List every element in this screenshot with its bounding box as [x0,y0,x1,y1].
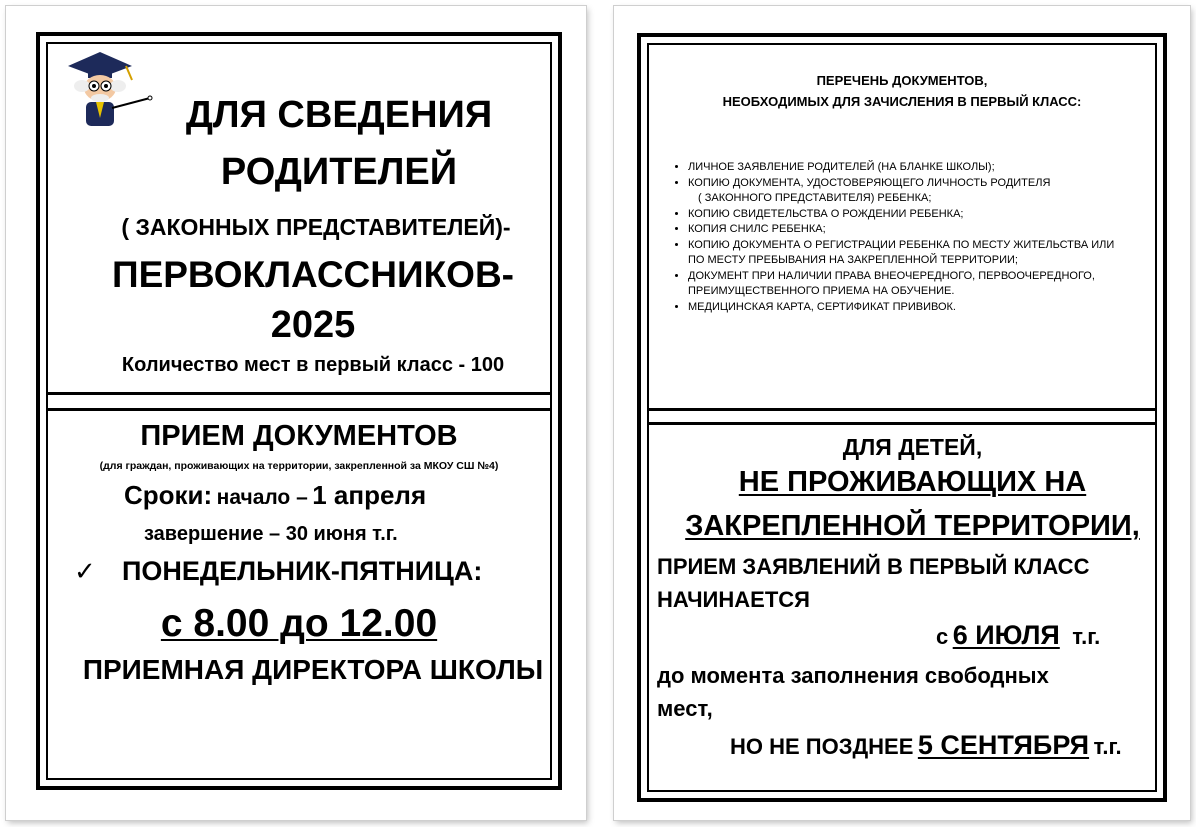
places-count: Количество мест в первый класс - 100 [121,354,505,376]
reception-line-2: НАЧИНАЕТСЯ [657,587,810,612]
documents-title-line-1: ПЕРЕЧЕНЬ ДОКУМЕНТОВ, [816,73,988,88]
work-hours-text: с 8.00 до 12.00 [160,602,438,645]
deadlines-line [124,480,426,511]
title-line-2: РОДИТЕЛЕЙ [220,151,458,193]
list-item: • КОПИЮ ДОКУМЕНТА О РЕГИСТРАЦИИ РЕБЕНКА ПО МЕСТУ ЖИТЕЛЬСТВА ИЛИ ПО МЕСТУ ПРЕБЫВАНИЯ НА ЗАКРЕПЛЕННОЙ ТЕРРИТОРИИ; [688,238,1158,269]
documents-title-line-2: НЕОБХОДИМЫХ ДЛЯ ЗАЧИСЛЕНИЯ В ПЕРВЫЙ КЛАСС: [722,94,1082,109]
office-location: ПРИЕМНАЯ ДИРЕКТОРА ШКОЛЫ [82,654,544,685]
list-item: • КОПИЮ СВИДЕТЕЛЬСТВА О РОЖДЕНИИ РЕБЕНКА; [688,207,1158,223]
title-line-3: ( ЗАКОННЫХ ПРЕДСТАВИТЕЛЕЙ)- [121,214,511,240]
section-divider-bottom [647,422,1157,425]
documents-list [672,160,1158,315]
until-line-2: мест, [657,696,713,721]
start-label: начало – [216,486,308,509]
work-days: ПОНЕДЕЛЬНИК-ПЯТНИЦА: [122,556,483,586]
reception-line-1: ПРИЕМ ЗАЯВЛЕНИЙ В ПЕРВЫЙ КЛАСС [657,554,1090,579]
children-line-3: ЗАКРЕПЛЕННОЙ ТЕРРИТОРИИ, [685,510,1140,542]
children-line-1: ДЛЯ ДЕТЕЙ, [842,434,983,460]
section-divider-bottom [46,408,552,411]
year: 2025 [270,304,356,346]
from-date-line: с 6 ИЮЛЯ т.г. [936,620,1101,650]
until-line-1: до момента заполнения свободных [657,663,1049,688]
deadline-date: 5 СЕНТЯБРЯ [917,730,1090,760]
check-icon: ✓ [74,556,96,586]
list-item: • КОПИЮ ДОКУМЕНТА, УДОСТОВЕРЯЮЩЕГО ЛИЧНОСТЬ РОДИТЕЛЯ ( ЗАКОННОГО ПРЕДСТАВИТЕЛЯ) РЕБЕНКА; [688,176,1158,207]
reception-title: ПРИЕМ ДОКУМЕНТОВ [140,420,458,452]
title-line-4: ПЕРВОКЛАССНИКОВ- [111,254,515,295]
list-item: • ДОКУМЕНТ ПРИ НАЛИЧИИ ПРАВА ВНЕОЧЕРЕДНОГО, ПЕРВООЧЕРЕДНОГО, ПРЕИМУЩЕСТВЕННОГО ПРИЕМА НА ОБУЧЕНИЕ. [688,269,1158,300]
start-date: 1 апреля [312,480,427,510]
section-divider-top [647,408,1157,411]
left-page [6,6,586,820]
deadline-line: НО НЕ ПОЗДНЕЕ 5 СЕНТЯБРЯ т.г. [730,730,1122,760]
deadline-label: Сроки: [124,480,213,510]
reception-note: (для граждан, проживающих на территории, закрепленной за МКОУ СШ №4) [99,460,499,472]
list-item: • МЕДИЦИНСКАЯ КАРТА, СЕРТИФИКАТ ПРИВИВОК. [688,300,1158,316]
list-item: • ЛИЧНОЕ ЗАЯВЛЕНИЕ РОДИТЕЛЕЙ (НА БЛАНКЕ ШКОЛЫ); [688,160,1158,176]
list-item: • КОПИЯ СНИЛС РЕБЕНКА; [688,222,1158,238]
right-page [614,6,1190,820]
end-date-line: завершение – 30 июня т.г. [144,523,398,545]
from-date: 6 ИЮЛЯ [952,620,1060,650]
work-hours [46,602,552,646]
children-line-2: НЕ ПРОЖИВАЮЩИХ НА [738,466,1087,498]
title-line-1: ДЛЯ СВЕДЕНИЯ [185,94,493,136]
section-divider-top [46,392,552,395]
